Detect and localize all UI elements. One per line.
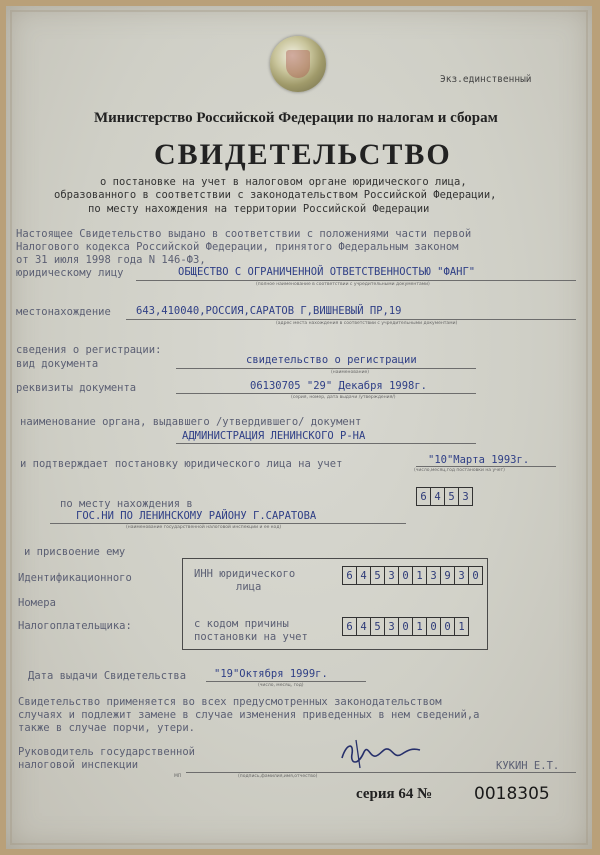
inn-digit: 0: [399, 567, 413, 584]
notice-line-1: Свидетельство применяется во всех предусмотренных законодательством: [18, 696, 442, 708]
hologram-emblem-icon: [270, 36, 326, 92]
doc-type-line: [176, 368, 476, 369]
doc-type-label: вид документа: [16, 358, 99, 370]
kpp-digit: 6: [343, 618, 357, 635]
intro-line-2: Налогового кодекса Российской Федерации, принятого Федеральным законом: [16, 241, 459, 253]
head-label-2: налоговой инспекции: [18, 759, 139, 771]
issue-date-line: [206, 681, 366, 682]
registration-date-hint: (число,месяц,год постановки на учет): [414, 468, 505, 473]
tax-office-hint: (наименование государственной налоговой инспекции и ее код): [126, 525, 282, 530]
taxpayer-label-3: Налогоплательщика:: [18, 620, 132, 632]
inn-digit: 0: [472, 569, 479, 582]
requisites-line: [176, 393, 476, 394]
kpp-digit: 0: [399, 618, 413, 635]
inn-digit: 5: [371, 567, 385, 584]
kpp-digit: 1: [413, 618, 427, 635]
notice-line-3: также в случае порчи, утери.: [18, 722, 196, 734]
kpp-digit: 3: [385, 618, 399, 635]
tax-office-code-cells: [416, 487, 473, 506]
registration-date-line: [416, 466, 556, 467]
legal-entity-value: ОБЩЕСТВО С ОГРАНИЧЕННОЙ ОТВЕТСТВЕННОСТЬЮ "ФАНГ": [178, 266, 476, 278]
signature-hint: (подпись,фамилия,имя,отчество): [238, 774, 318, 779]
legal-entity-label: юридическому лицу: [16, 267, 124, 279]
location-label: местонахождение: [16, 306, 111, 318]
document-title: СВИДЕТЕЛЬСТВО: [154, 138, 452, 171]
kpp-digit: 5: [371, 618, 385, 635]
issue-date-label: Дата выдачи Свидетельства: [28, 670, 187, 682]
serial-number: 0018305: [474, 784, 550, 804]
location-line: [126, 319, 576, 320]
handwritten-signature-icon: [336, 736, 426, 772]
taxpayer-label-2: Номера: [18, 597, 56, 609]
authority-label: наименование органа, выдавшего /утвердившего/ документ: [20, 416, 362, 428]
doc-type-value: свидетельство о регистрации: [246, 354, 417, 366]
copy-note: Экз.единственный: [440, 74, 532, 85]
inn-label-2: лица: [236, 581, 262, 593]
subtitle-line-1: о постановке на учет в налоговом органе юридического лица,: [100, 176, 467, 188]
inn-digit: 3: [385, 567, 399, 584]
kpp-label-1: с кодом причины: [194, 618, 289, 630]
kpp-digit: 1: [458, 620, 465, 633]
subtitle-line-3: по месту нахождения на территории Российской Федерации: [88, 203, 430, 215]
tax-office-line: [50, 523, 406, 524]
code-digit: 3: [462, 490, 469, 503]
certificate-sheet: [6, 6, 592, 849]
inn-digit: 1: [413, 567, 427, 584]
subtitle-line-2: образованного в соответствии с законодательством Российской Федерации,: [54, 189, 497, 201]
kpp-label-2: постановки на учет: [194, 631, 308, 643]
inn-digit: 4: [357, 567, 371, 584]
mp-label: МП: [174, 774, 182, 779]
intro-line-3: от 31 июля 1998 года N 146-ФЗ,: [16, 254, 206, 266]
code-digit: 5: [445, 488, 459, 505]
doc-type-hint: (наименование): [331, 370, 370, 375]
signer-name: КУКИН Е.Т.: [496, 760, 560, 772]
series-label: серия 64 №: [356, 786, 433, 802]
issue-date-hint: (число, месяц, год): [258, 683, 304, 688]
intro-line-1: Настоящее Свидетельство выдано в соответствии с положениями части первой: [16, 228, 472, 240]
notice-line-2: случаях и подлежит замене в случае изменения приведенных в нем сведений,а: [18, 709, 480, 721]
inn-digit: 3: [455, 567, 469, 584]
code-digit: 6: [417, 488, 431, 505]
place-label: по месту нахождения в: [60, 498, 193, 510]
location-value: 643,410040,РОССИЯ,САРАТОВ Г,ВИШНЕВЫЙ ПР,19: [136, 305, 402, 317]
tax-office-value: ГОС.НИ ПО ЛЕНИНСКОМУ РАЙОНУ Г.САРАТОВА: [76, 510, 317, 522]
assignment-label: и присвоение ему: [24, 546, 126, 558]
registration-date-value: "10"Марта 1993г.: [428, 454, 530, 466]
inn-digit: 9: [441, 567, 455, 584]
taxpayer-label-1: Идентификационного: [18, 572, 132, 584]
requisites-hint: (серия, номер, дата выдачи /утверждения/): [291, 395, 396, 400]
kpp-digit: 0: [427, 618, 441, 635]
registration-header: сведения о регистрации:: [16, 344, 162, 356]
ministry-name: Министерство Российской Федерации по налогам и сборам: [94, 110, 498, 126]
inn-digit: 3: [427, 567, 441, 584]
authority-value: АДМИНИСТРАЦИЯ ЛЕНИНСКОГО Р-НА: [182, 430, 366, 442]
legal-entity-hint: (полное наименование в соответствии с учредительными документами): [256, 282, 430, 287]
requisites-label: реквизиты документа: [16, 382, 137, 394]
inn-digit: 6: [343, 567, 357, 584]
requisites-value: 06130705 "29" Декабря 1998г.: [250, 380, 428, 392]
inn-cells: [342, 566, 483, 585]
head-label-1: Руководитель государственной: [18, 746, 196, 758]
authority-line: [176, 443, 476, 444]
confirmation-text: и подтверждает постановку юридического лица на учет: [20, 458, 343, 470]
inn-label-1: ИНН юридического: [194, 568, 296, 580]
location-hint: (адрес места нахождения в соответствии с учредительными документами): [276, 321, 458, 326]
legal-entity-line: [136, 280, 576, 281]
kpp-cells: [342, 617, 469, 636]
issue-date-value: "19"Октября 1999г.: [214, 668, 328, 680]
kpp-digit: 4: [357, 618, 371, 635]
signature-line: [186, 772, 576, 773]
code-digit: 4: [431, 488, 445, 505]
kpp-digit: 0: [441, 618, 455, 635]
